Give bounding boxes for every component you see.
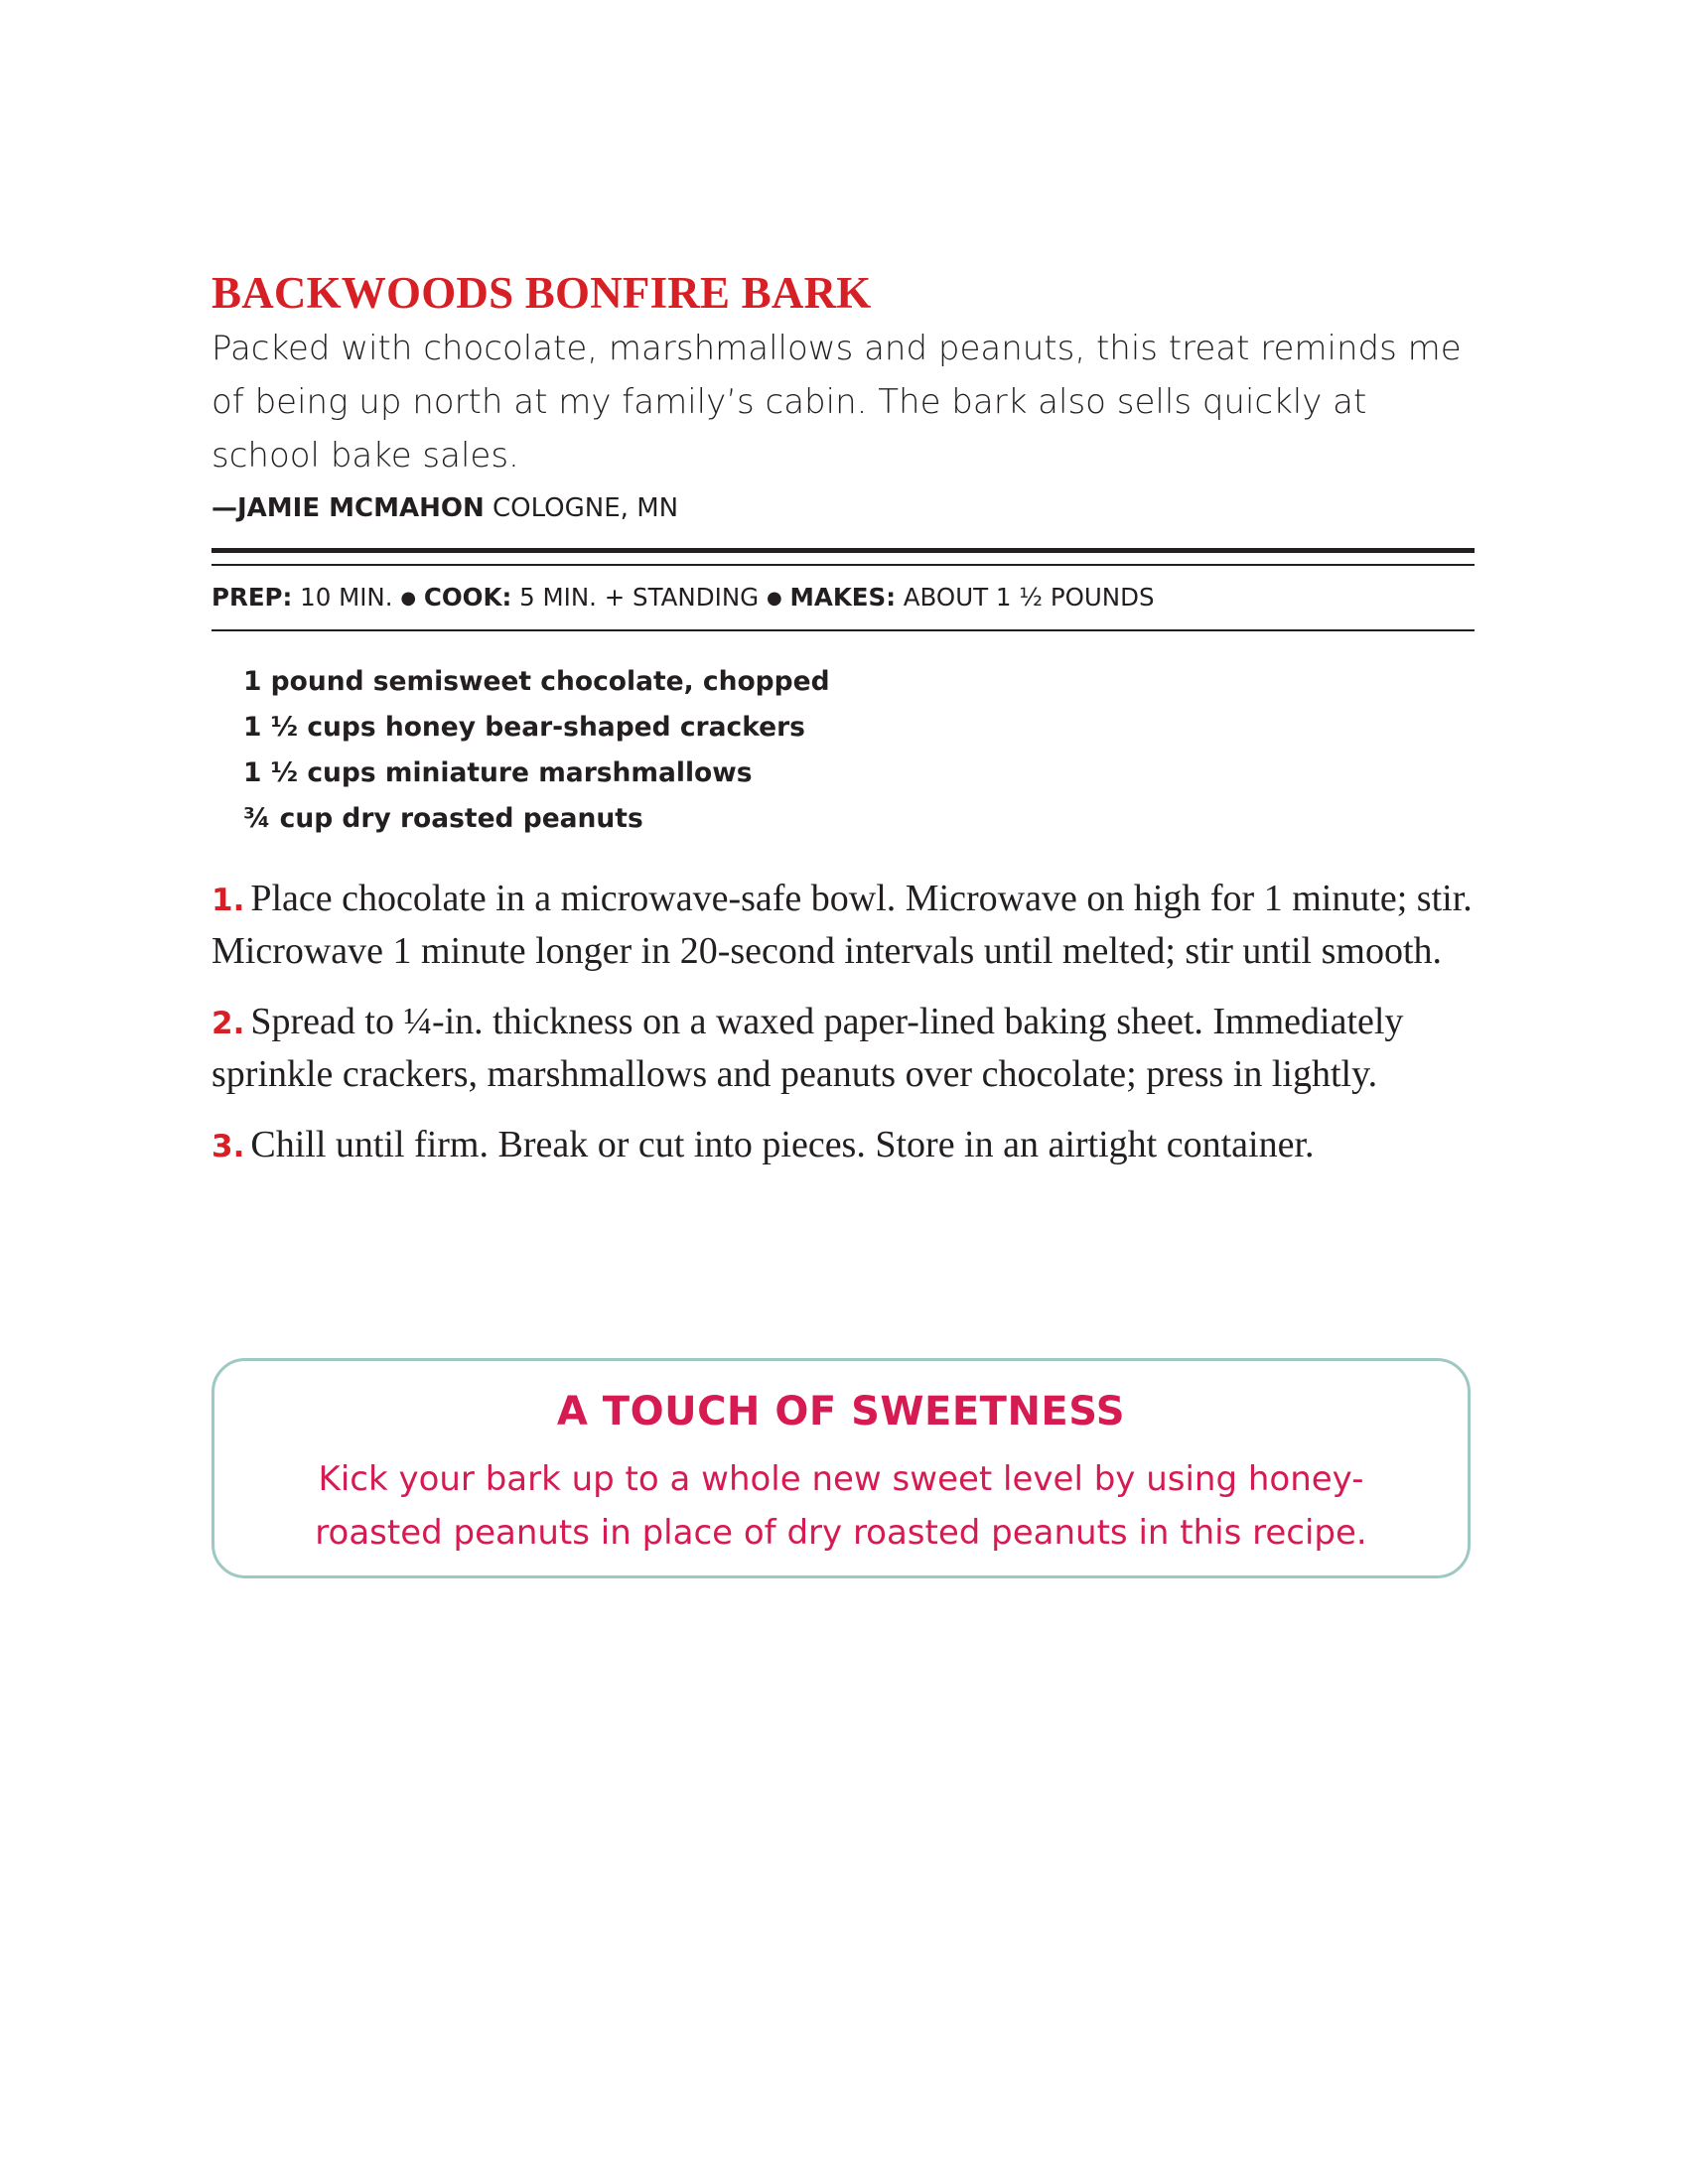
author-name: —JAMIE MCMAHON [211,493,485,523]
ingredient-item: 1 pound semisweet chocolate, chopped [243,666,830,697]
byline [211,488,1475,528]
bullet-dot: ● [400,588,417,609]
step-number: 2. [211,1006,245,1041]
tip-title: A TOUCH OF SWEETNESS [556,1389,1126,1434]
bullet-dot: ● [766,588,782,609]
recipe-title: BACKWOODS BONFIRE BARK [211,268,872,318]
step-item [211,874,1475,977]
cook-label: COOK: [423,583,512,612]
step-list [211,874,1475,1172]
step-item [211,1120,1475,1172]
ingredient-item: 1 ½ cups miniature marshmallows [243,757,753,788]
makes-value: ABOUT 1 ½ POUNDS [903,583,1155,612]
recipe-intro: Packed with chocolate, marshmallows and peanuts, this treat reminds me of being up north at my family’s cabin. The bark also sells quickly at school bake sales. [211,329,1462,476]
tip-body: Kick your bark up to a whole new sweet level by using honey-roasted peanuts in place of dry roasted peanuts in this recipe. [315,1459,1367,1553]
divider-thick [211,548,1475,553]
author-location: COLOGNE, MN [492,493,679,523]
prep-label: PREP: [211,583,293,612]
prep-value: 10 MIN. [300,583,393,612]
recipe-meta [211,566,1475,631]
ingredient-item: ¾ cup dry roasted peanuts [243,803,643,834]
step-item [211,997,1475,1100]
ingredient-list [243,659,1475,842]
step-number: 1. [211,883,245,918]
makes-label: MAKES: [789,583,896,612]
step-text: Chill until firm. Break or cut into pieces. Store in an airtight container. [250,1124,1315,1165]
ingredient-item: 1 ½ cups honey bear-shaped crackers [243,712,805,743]
step-text: Place chocolate in a microwave-safe bowl. Microwave on high for 1 minute; stir. Microwave 1 minute longer in 20-second intervals until melted; stir until smooth. [211,878,1473,972]
step-number: 3. [211,1129,245,1164]
recipe-card [211,268,1475,1192]
step-text: Spread to ¼-in. thickness on a waxed paper-lined baking sheet. Immediately sprinkle crackers, marshmallows and peanuts over chocolate; press in lightly. [211,1001,1404,1095]
cook-value: 5 MIN. + STANDING [519,583,760,612]
tip-box [211,1358,1471,1578]
